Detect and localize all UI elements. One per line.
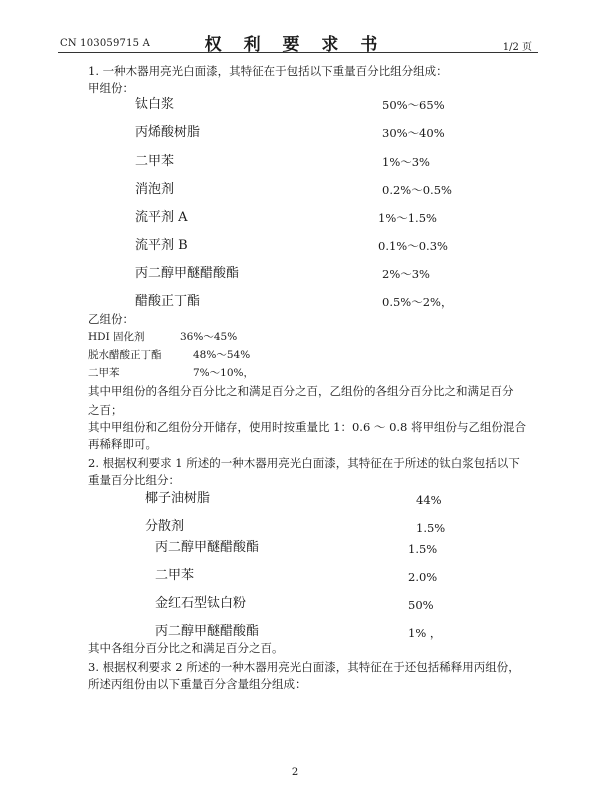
group-a-item-name: 丙烯酸树脂 — [135, 125, 201, 140]
group-a-label: 甲组份： — [88, 81, 134, 95]
group-a-item-value: 0.5%～2%， — [382, 295, 453, 309]
claim2-item-value: 1% ， — [408, 626, 442, 640]
claim2-item-name: 二甲苯 — [155, 568, 195, 583]
group-b-item-name: HDI 固化剂 — [88, 331, 145, 343]
claim2-note: 其中各组分百分比之和满足百分之百。 — [88, 641, 284, 655]
group-b-item-name: 脱水醋酸正丁酯 — [88, 349, 162, 361]
header-divider — [58, 52, 538, 53]
group-a-item-value: 1%～1.5% — [378, 211, 437, 225]
claim2-item-name: 金红石型钛白粉 — [155, 596, 247, 611]
page-counter: 1/2 页 — [502, 42, 532, 53]
group-b-item-name: 二甲苯 — [88, 367, 120, 379]
group-a-item-name: 钛白浆 — [135, 97, 175, 112]
group-b-item-value: 7%～10%， — [193, 367, 254, 379]
claim2-item-value: 1.5% — [408, 542, 438, 556]
group-a-item-value: 0.1%～0.3% — [378, 239, 448, 253]
claim1-note1-cont: 之百； — [88, 403, 123, 417]
claim2-intro-cont: 重量百分比组分： — [88, 473, 180, 487]
page-number: 2 — [291, 767, 299, 778]
claim2-item-value: 44% — [416, 493, 442, 507]
claim3-intro: 3. 根据权利要求 2 所述的一种木器用亮光白面漆，其特征在于还包括稀释用丙组份， — [88, 660, 520, 674]
group-a-item-value: 0.2%～0.5% — [382, 183, 452, 197]
claim2-intro: 2. 根据权利要求 1 所述的一种木器用亮光白面漆，其特征在于所述的钛白浆包括以下 — [88, 456, 520, 470]
group-a-item-value: 50%～65% — [382, 98, 445, 112]
claim2-item-value: 50% — [408, 598, 434, 612]
group-a-item-value: 2%～3% — [382, 267, 430, 281]
claim2-item-name: 椰子油树脂 — [145, 491, 211, 506]
claim1-note1: 其中甲组份的各组分百分比之和满足百分之百，乙组份的各组分百分比之和满足百分 — [88, 384, 514, 398]
group-a-item-value: 1%～3% — [382, 155, 430, 169]
group-a-item-name: 流平剂 A — [135, 210, 188, 225]
group-a-item-name: 醋酸正丁酯 — [135, 294, 201, 309]
claim2-item-value: 1.5% — [416, 521, 446, 535]
group-a-item-value: 30%～40% — [382, 126, 445, 140]
group-a-item-name: 丙二醇甲醚醋酸酯 — [135, 266, 240, 281]
group-a-item-name: 流平剂 B — [135, 238, 188, 253]
claim2-item-name: 丙二醇甲醚醋酸酯 — [155, 540, 260, 555]
page-title: 权 利 要 求 书 — [204, 35, 386, 55]
group-b-item-value: 48%～54% — [193, 349, 251, 361]
claim2-item-name: 分散剂 — [145, 519, 185, 534]
claim1-note2-cont: 再稀释即可。 — [88, 437, 157, 451]
group-b-label: 乙组份： — [88, 312, 134, 326]
claim1-note2: 其中甲组份和乙组份分开储存，使用时按重量比 1：0.6 ～ 0.8 将甲组份与乙组份混合 — [88, 420, 527, 434]
claim3-intro-cont: 所述丙组份由以下重量百分含量组分组成： — [88, 677, 307, 691]
group-b-item-value: 36%～45% — [180, 331, 238, 343]
group-a-item-name: 二甲苯 — [135, 154, 175, 169]
group-a-item-name: 消泡剂 — [135, 182, 175, 197]
claim2-item-name: 丙二醇甲醚醋酸酯 — [155, 624, 260, 639]
document-id: CN 103059715 A — [60, 38, 151, 49]
claim2-item-value: 2.0% — [408, 570, 438, 584]
claim1-intro: 1. 一种木器用亮光白面漆，其特征在于包括以下重量百分比组分组成： — [88, 64, 448, 78]
